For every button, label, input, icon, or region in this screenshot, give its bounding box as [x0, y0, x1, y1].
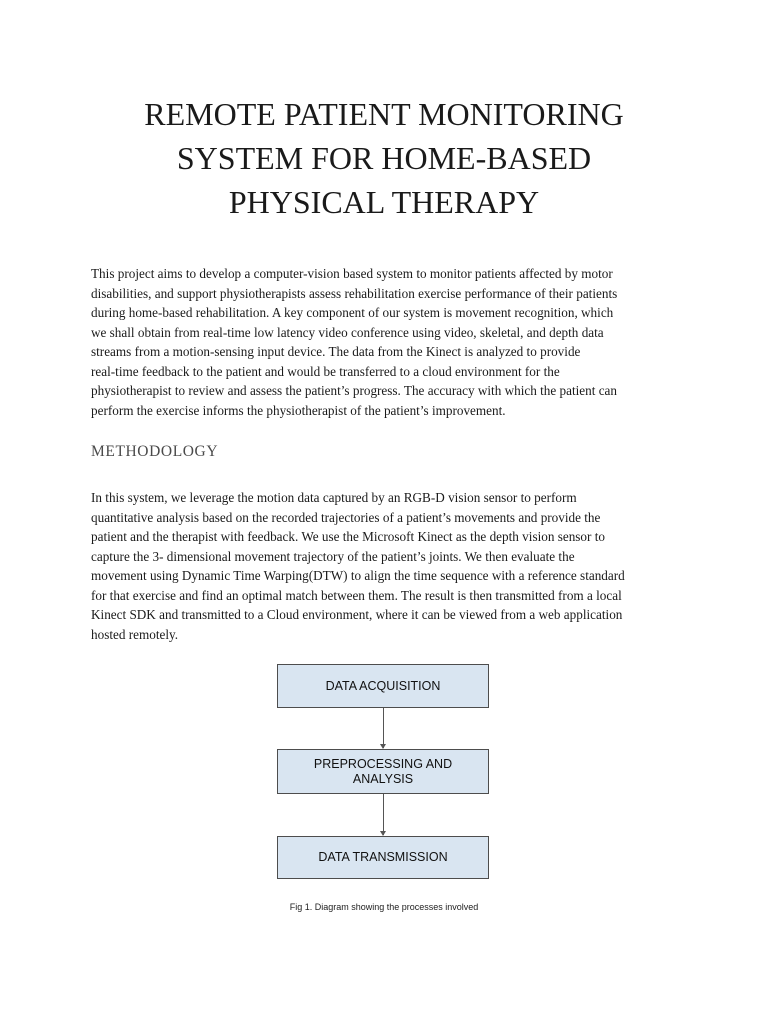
methodology-paragraph: [91, 488, 691, 644]
methodology-heading: METHODOLOGY: [91, 443, 219, 460]
flow-step-data-transmission: [277, 836, 489, 879]
text-line: This project aims to develop a computer-vision based system to monitor patients affected by motor: [91, 266, 613, 281]
text-line: In this system, we leverage the motion data captured by an RGB-D vision sensor to perform: [91, 490, 577, 505]
flow-step-preprocessing: [277, 749, 489, 794]
text-line: during home-based rehabilitation. A key component of our system is movement recognition, which: [91, 305, 614, 320]
text-line: movement using Dynamic Time Warping(DTW) to align the time sequence with a reference standard: [91, 568, 625, 583]
title-line: SYSTEM FOR HOME-BASED: [176, 140, 592, 176]
abstract-paragraph: [91, 264, 691, 420]
text-line: streams from a motion-sensing input device. The data from the Kinect is analyzed to provide: [91, 344, 581, 359]
text-line: disabilities, and support physiotherapists assess rehabilitation exercise performance of their patients: [91, 285, 618, 301]
title-line: PHYSICAL THERAPY: [228, 184, 540, 220]
flow-step-label: DATA TRANSMISSION: [318, 850, 448, 864]
flow-step-data-acquisition: [277, 664, 489, 708]
text-line: for that exercise and find an optimal match between them. The result is then transmitted from a local: [91, 587, 622, 603]
flow-step-label: PREPROCESSING AND ANALYSIS: [313, 756, 453, 786]
title-line: REMOTE PATIENT MONITORING: [144, 96, 624, 132]
text-line: perform the exercise informs the physiotherapist of the patient’s improvement.: [91, 402, 506, 418]
flow-step-label: DATA ACQUISITION: [325, 678, 441, 693]
text-line: quantitative analysis based on the recorded trajectories of a patient’s movements and provide the: [91, 509, 601, 525]
flow-arrow: [383, 708, 384, 748]
text-line: physiotherapist to review and assess the patient’s progress. The accuracy with which the patient can: [91, 383, 617, 398]
text-line: real-time feedback to the patient and would be transferred to a cloud environment for the: [91, 363, 560, 379]
text-line: patient and the therapist with feedback. We use the Microsoft Kinect as the depth vision sensor to: [91, 529, 605, 544]
figure-caption: Fig 1. Diagram showing the processes involved: [289, 902, 479, 912]
document-title: [80, 92, 688, 224]
text-line: hosted remotely.: [91, 626, 179, 642]
text-line: Kinect SDK and transmitted to a Cloud environment, where it can be viewed from a web application: [91, 607, 623, 622]
text-line: we shall obtain from real-time low latency video conference using video, skeletal, and depth data: [91, 324, 604, 340]
flow-arrow: [383, 794, 384, 835]
text-line: capture the 3- dimensional movement trajectory of the patient’s joints. We then evaluate the: [91, 548, 575, 564]
